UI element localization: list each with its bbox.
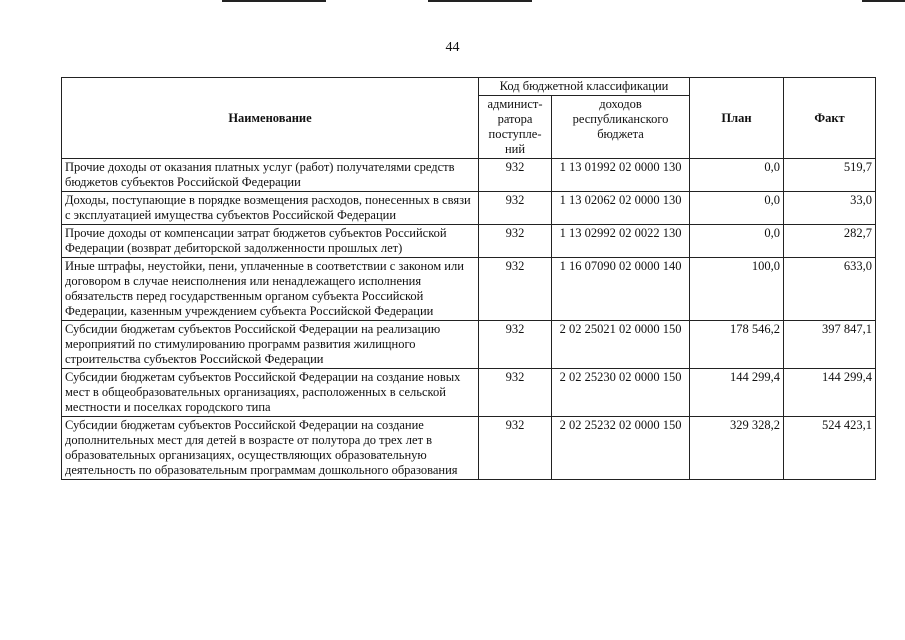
table-row <box>62 258 876 321</box>
budget-table <box>61 77 876 480</box>
table-row <box>62 192 876 225</box>
header-admin: админист-ратора поступле-ний <box>479 96 552 159</box>
row-fact: 33,0 <box>784 192 876 225</box>
top-rule <box>862 0 905 2</box>
row-plan: 144 299,4 <box>690 369 784 417</box>
header-plan: План <box>690 78 784 159</box>
header-code-group: Код бюджетной классификации <box>479 78 690 96</box>
row-name: Прочие доходы от компенсации затрат бюджетов субъектов Российской Федерации (возврат дебиторской задолженности прошлых лет) <box>62 225 479 258</box>
row-admin: 932 <box>479 417 552 480</box>
row-plan: 178 546,2 <box>690 321 784 369</box>
table-row <box>62 369 876 417</box>
row-fact: 633,0 <box>784 258 876 321</box>
row-plan: 0,0 <box>690 192 784 225</box>
row-fact: 282,7 <box>784 225 876 258</box>
top-rule <box>222 0 326 2</box>
row-name: Иные штрафы, неустойки, пени, уплаченные в соответствии с законом или договором в случае неисполнения или ненадлежащего исполнения обязательств перед государственным органом субъекта Российской Федерации, казенным учреждением субъекта Российской Федерации <box>62 258 479 321</box>
row-plan: 0,0 <box>690 225 784 258</box>
row-code: 2 02 25232 02 0000 150 <box>552 417 690 480</box>
row-admin: 932 <box>479 369 552 417</box>
row-name: Субсидии бюджетам субъектов Российской Федерации на реализацию мероприятий по стимулированию программ развития жилищного строительства субъектов Российской Федерации <box>62 321 479 369</box>
row-fact: 144 299,4 <box>784 369 876 417</box>
row-code: 1 13 01992 02 0000 130 <box>552 159 690 192</box>
row-admin: 932 <box>479 258 552 321</box>
row-code: 2 02 25021 02 0000 150 <box>552 321 690 369</box>
table-row <box>62 321 876 369</box>
row-name: Субсидии бюджетам субъектов Российской Федерации на создание дополнительных мест для детей в возрасте от полутора до трех лет в образовательных организациях, осуществляющих образовательную деятельность по образовательным программам дошкольного образования <box>62 417 479 480</box>
row-admin: 932 <box>479 321 552 369</box>
row-fact: 524 423,1 <box>784 417 876 480</box>
row-admin: 932 <box>479 159 552 192</box>
row-name: Субсидии бюджетам субъектов Российской Федерации на создание новых мест в общеобразовательных организациях, расположенных в сельской местности и поселках городского типа <box>62 369 479 417</box>
row-fact: 397 847,1 <box>784 321 876 369</box>
row-name: Прочие доходы от оказания платных услуг (работ) получателями средств бюджетов субъектов Российской Федерации <box>62 159 479 192</box>
row-fact: 519,7 <box>784 159 876 192</box>
row-code: 1 13 02062 02 0000 130 <box>552 192 690 225</box>
table-row <box>62 417 876 480</box>
table-row <box>62 159 876 192</box>
row-name: Доходы, поступающие в порядке возмещения расходов, понесенных в связи с эксплуатацией имущества субъектов Российской Федерации <box>62 192 479 225</box>
row-code: 1 16 07090 02 0000 140 <box>552 258 690 321</box>
top-rule <box>428 0 532 2</box>
row-admin: 932 <box>479 192 552 225</box>
header-fact: Факт <box>784 78 876 159</box>
row-admin: 932 <box>479 225 552 258</box>
row-plan: 329 328,2 <box>690 417 784 480</box>
row-code: 2 02 25230 02 0000 150 <box>552 369 690 417</box>
row-code: 1 13 02992 02 0022 130 <box>552 225 690 258</box>
page-number: 44 <box>445 40 460 55</box>
header-name: Наименование <box>62 78 479 159</box>
header-income: доходов республиканского бюджета <box>552 96 690 159</box>
row-plan: 100,0 <box>690 258 784 321</box>
row-plan: 0,0 <box>690 159 784 192</box>
table-row <box>62 225 876 258</box>
